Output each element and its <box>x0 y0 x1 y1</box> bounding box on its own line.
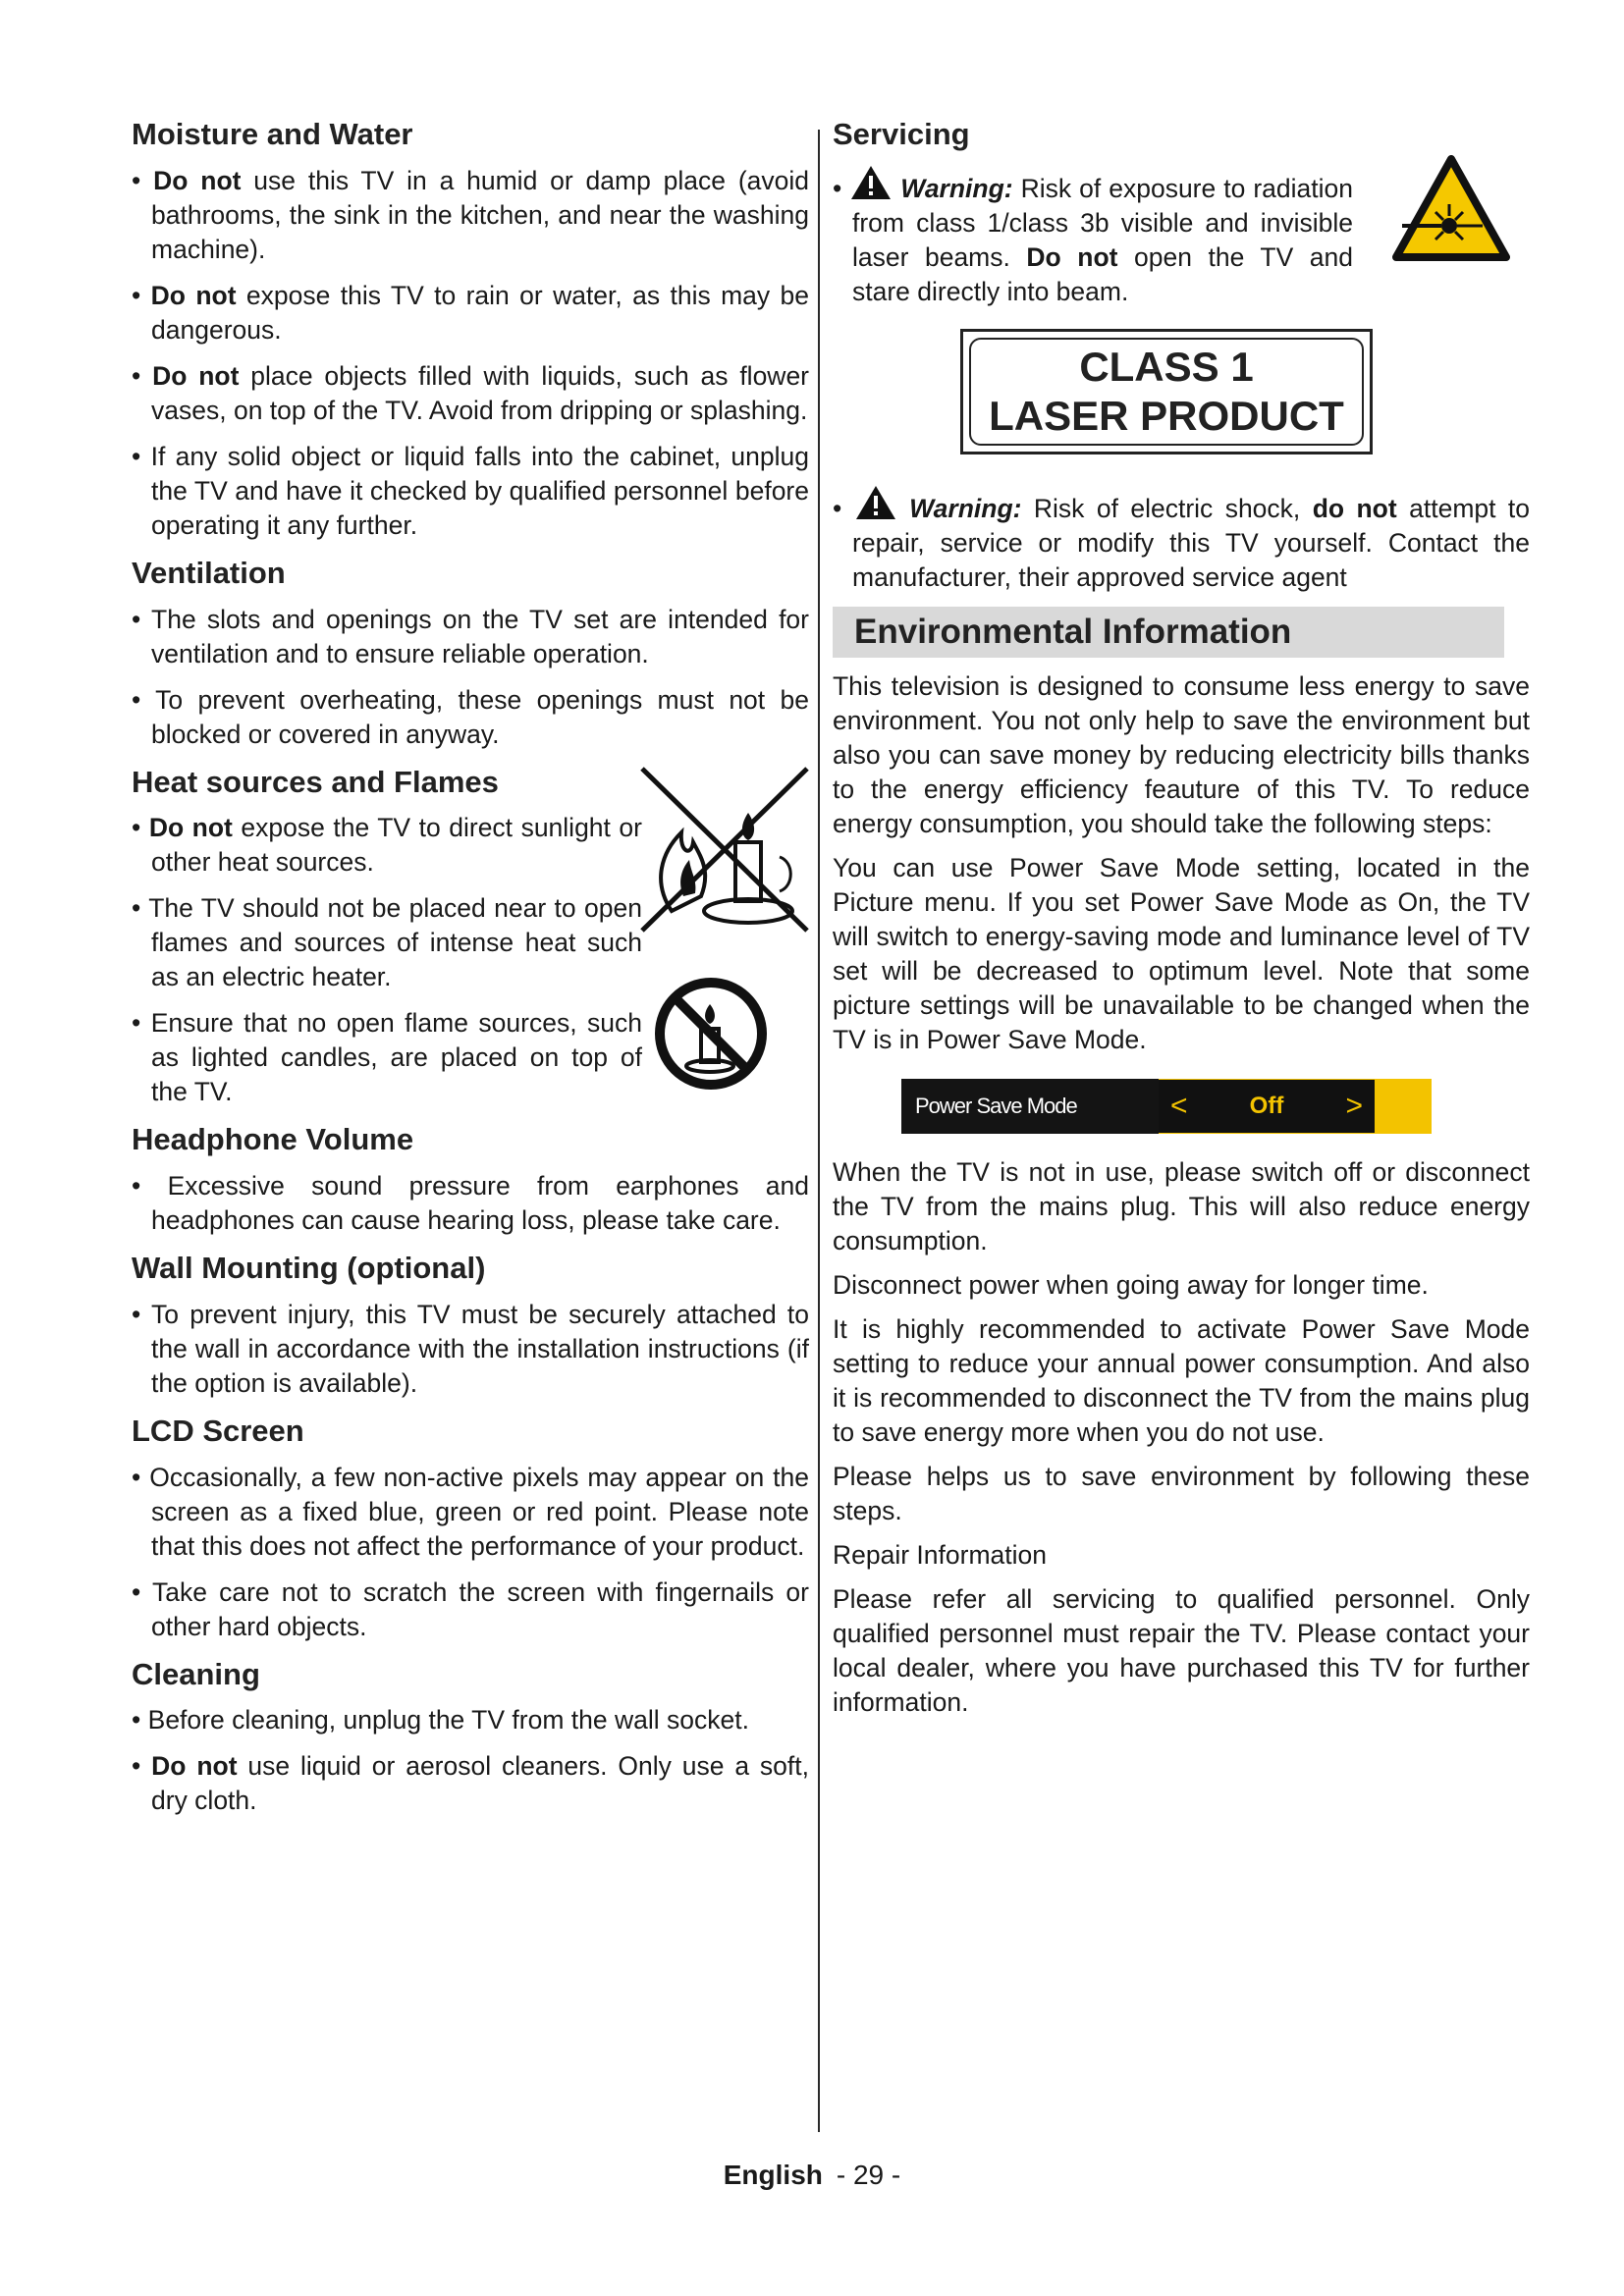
section-ventilation <box>132 555 809 752</box>
psm-left-arrow-icon: < <box>1170 1089 1188 1122</box>
column-divider <box>818 130 820 2132</box>
lcd-bullet-2: • Take care not to scratch the screen with fingernails or other hard objects. <box>132 1576 809 1641</box>
env-paragraph-5: It is highly recommended to activate Power Save Mode setting to reduce your annual power consumption. And also it is recommended to disconnect the TV from the mains plug to save energy more when you do not use. <box>833 1313 1530 1447</box>
class1-laser-label <box>960 329 1373 454</box>
servicing-warning-shock: • Warning: Risk of electric shock, do not attempt to repair, service or modify this TV yourself. Contact the manufacturer, their approved service agent <box>833 484 1530 595</box>
laser-label-line1: CLASS 1 <box>1079 343 1254 390</box>
moisture-bullet-4: • If any solid object or liquid falls into the cabinet, unplug the TV and have it checked by qualified personnel before operating it any further. <box>132 441 809 540</box>
env-paragraph-3: When the TV is not in use, please switch off or disconnect the TV from the mains plug. This will also reduce energy consumption. <box>833 1156 1530 1255</box>
lcd-bullet-1: • Occasionally, a few non-active pixels may appear on the screen as a fixed blue, green or red point. Please note that this does not affect the performance of your product. <box>132 1462 809 1561</box>
heat-bullet-1: • Do not expose the TV to direct sunlight or other heat sources. <box>132 813 642 878</box>
psm-right-arrow-icon: > <box>1345 1089 1363 1122</box>
ventilation-bullet-2: • To prevent overheating, these openings must not be blocked or covered in anyway. <box>132 684 809 749</box>
heat-title: Heat sources and Flames <box>132 764 499 799</box>
footer-language: English <box>723 2160 823 2190</box>
section-lcd <box>132 1413 809 1644</box>
cleaning-bullet-1: • Before cleaning, unplug the TV from the wall socket. <box>132 1705 749 1735</box>
moisture-title: Moisture and Water <box>132 117 413 151</box>
ventilation-bullet-1: • The slots and openings on the TV set are intended for ventilation and to ensure reliable operation. <box>132 604 809 668</box>
right-column <box>833 116 1530 1730</box>
section-heat <box>132 764 809 1110</box>
heat-bullet-3: • Ensure that no open flame sources, such as lighted candles, are placed on top of the TV. <box>132 1008 642 1107</box>
lcd-title: LCD Screen <box>132 1413 304 1448</box>
left-column <box>132 116 809 1830</box>
moisture-bullet-3: • Do not place objects filled with liquids, such as flower vases, on top of the TV. Avoid from dripping or splashing. <box>132 360 810 425</box>
wall-bullet-1: • To prevent injury, this TV must be securely attached to the wall in accordance with the installation instructions (if the option is available). <box>132 1299 809 1398</box>
env-paragraph-8: Please refer all servicing to qualified personnel. Only qualified personnel must repair the TV. Please contact your local dealer, where you have purchased this TV for further information. <box>833 1583 1530 1717</box>
laser-label-line2: LASER PRODUCT <box>989 392 1344 439</box>
section-environmental <box>833 607 1530 1720</box>
headphone-title: Headphone Volume <box>132 1122 414 1157</box>
servicing-warning-laser: • Warning: Risk of exposure to radiation from class 1/class 3b visible and invisible laser beams. Do not open the TV and stare directly into beam. <box>833 164 1353 309</box>
crossed-flame-candle-icon <box>632 764 814 935</box>
env-paragraph-4: Disconnect power when going away for longer time. <box>833 1269 1429 1300</box>
warning-triangle-icon <box>849 164 893 201</box>
moisture-bullet-2: • Do not expose this TV to rain or water, as this may be dangerous. <box>132 280 810 345</box>
wall-title: Wall Mounting (optional) <box>132 1251 486 1285</box>
heat-bullet-2: • The TV should not be placed near to open flames and sources of intense heat such as an electric heater. <box>132 893 642 992</box>
cleaning-title: Cleaning <box>132 1656 260 1691</box>
env-paragraph-1: This television is designed to consume less energy to save environment. You not only help to save the environment but also you can save money by reducing electricity bills thanks to the energy efficiency feauture of this TV. To reduce energy consumption, you should take the following steps: <box>833 670 1530 838</box>
servicing-title: Servicing <box>833 117 970 151</box>
section-cleaning <box>132 1656 809 1819</box>
page-number: - 29 - <box>836 2160 901 2190</box>
cleaning-bullet-2: • Do not use liquid or aerosol cleaners. Only use a soft, dry cloth. <box>132 1751 810 1816</box>
headphone-bullet-1: • Excessive sound pressure from earphones and headphones can cause hearing loss, please take care. <box>132 1171 809 1235</box>
no-open-flame-icon <box>652 975 770 1093</box>
section-headphone <box>132 1121 809 1238</box>
section-moisture <box>132 116 809 543</box>
power-save-mode-setting <box>901 1079 1432 1134</box>
repair-information-heading: Repair Information <box>833 1539 1047 1570</box>
section-wall-mounting <box>132 1250 809 1401</box>
power-save-mode-value: Off <box>1249 1092 1284 1119</box>
env-paragraph-2: You can use Power Save Mode setting, located in the Picture menu. If you set Power Save Mode as On, the TV will switch to energy-saving mode and luminance level of TV set will be decreased to optimum level. Note that some picture settings will be unavailable to be changed when the TV is in Power Save Mode. <box>833 852 1530 1054</box>
moisture-bullet-1: • Do not use this TV in a humid or damp place (avoid bathrooms, the sink in the kitchen, and near the washing machine). <box>132 165 809 264</box>
power-save-mode-label: Power Save Mode <box>915 1093 1077 1118</box>
environmental-title: Environmental Information <box>833 607 1504 658</box>
ventilation-title: Ventilation <box>132 555 286 590</box>
laser-radiation-warning-icon <box>1392 155 1510 263</box>
page-footer <box>0 2160 1624 2191</box>
warning-triangle-icon <box>854 484 897 521</box>
env-paragraph-6: Please helps us to save environment by following these steps. <box>833 1461 1530 1525</box>
section-servicing <box>833 116 1530 595</box>
